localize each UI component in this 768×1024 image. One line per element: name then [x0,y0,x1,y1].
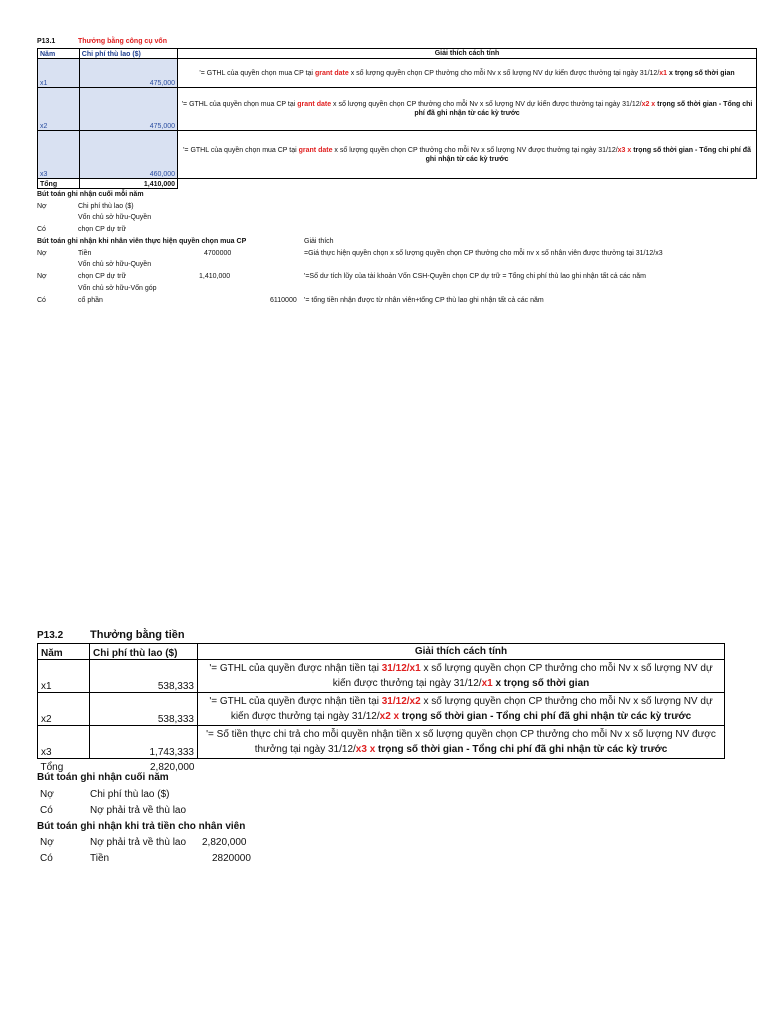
total-row [38,179,757,189]
year-cell: x2 [38,88,80,131]
total-value: 1,410,000 [79,179,177,189]
year-cell: x3 [38,131,80,179]
entry-note: '=Số dư tích lũy của tài khoản Vốn CSH-Quyền chọn CP dự trữ = Tổng chi phí thù lao ghi nhận tất cả các năm [304,273,646,280]
column-header-year: Năm [38,49,80,59]
entry-amount: 6110000 [270,297,297,304]
section-code: P13.1 [37,38,56,45]
entry-side: Có [37,226,46,233]
entry-amount: 2,820,000 [202,837,247,848]
table-header-row [38,644,725,660]
entry-account: Nợ phải trả về thù lao [90,805,187,816]
entry2-title: Bút toán ghi nhận khi trả tiền cho nhân viên [37,821,246,832]
compensation-table [37,48,757,189]
explanation-cell: '= GTHL của quyền được nhận tiền tại 31/12/x1 x số lượng quyền chọn CP thưởng cho mỗi Nv x số lượng NV dự kiến được thưởng tại ngày 31/12/x1 x trọng số thời gian [198,660,725,693]
section-title: Thưởng bằng công cụ vốn [78,38,167,45]
entry-account: Nợ phải trả về thù lao [90,837,187,848]
section-code: P13.2 [37,630,64,641]
entry-note: '= tổng tiền nhận được từ nhân viên+tổng CP thù lao ghi nhận tất cả các năm [304,297,544,304]
entry-side: Nợ [40,789,54,800]
explanation-cell: '= GTHL của quyền được nhận tiền tại 31/12/x2 x số lượng quyền chọn CP thưởng cho mỗi Nv x số lượng NV dự kiến được thưởng tại ngày 31/12/x2 x trọng số thời gian - Tổng chi phí đã ghi nhận từ các kỳ trước [198,693,725,726]
entry-account: chọn CP dự trữ [78,226,127,233]
entry-side: Có [40,805,53,816]
cost-cell: 460,000 [79,131,177,179]
year-cell: x3 [38,726,90,759]
entry-account: Chi phí thù lao ($) [90,789,170,800]
explanation-cell: '= GTHL của quyền chọn mua CP tại grant date x số lượng quyền chọn CP thưởng cho mỗi Nv x số lượng NV dự kiến được thưởng tại ngày 31/12/x1 x trọng số thời gian [178,59,757,88]
entry-account: Vốn chủ sở hữu-Quyền [78,214,152,221]
entry-amount: 4700000 [204,250,232,257]
cost-cell: 475,000 [79,88,177,131]
table-row [38,660,725,693]
table-row [38,693,725,726]
entry-account: Tiền [78,250,92,257]
table-row [38,726,725,759]
entry-account: Vốn chủ sở hữu-Vốn góp [78,285,157,292]
table-header-row [38,49,757,59]
section-p13-2 [0,620,768,870]
entry-side: Có [37,297,46,304]
entry-account: cổ phần [78,297,103,304]
cost-cell: 1,743,333 [90,726,198,759]
cost-cell: 538,333 [90,660,198,693]
column-header-year: Năm [38,644,90,660]
column-header-cost: Chi phí thù lao ($) [79,49,177,59]
compensation-table [37,643,725,773]
total-label: Tổng [38,179,80,189]
entry-account: chọn CP dự trữ [78,273,127,280]
entry-side: Nợ [37,203,47,210]
entry-note: =Giá thực hiện quyền chọn x số lượng quyền chọn CP thưởng cho mỗi nv x số nhân viên được thưởng tại 31/12/x3 [304,250,663,257]
section-p13-1 [0,0,768,320]
entry-amount: 2820000 [212,853,251,864]
explanation-cell: '= Số tiền thực chi trả cho mỗi quyền nhận tiền x số lượng quyền chọn CP thưởng cho mỗi Nv x số lượng NV được thưởng tại ngày 31/12/x3 x trọng số thời gian - Tổng chi phí đã ghi nhận từ các kỳ trước [198,726,725,759]
entry-side: Nợ [37,273,47,280]
cost-cell: 538,333 [90,693,198,726]
year-cell: x2 [38,693,90,726]
total-row [38,759,725,773]
year-cell: x1 [38,660,90,693]
table-row [38,59,757,88]
year-cell: x1 [38,59,80,88]
cost-cell: 475,000 [79,59,177,88]
column-header-cost: Chi phí thù lao ($) [90,644,198,660]
entry-amount: 1,410,000 [199,273,231,280]
explanation-cell: '= GTHL của quyền chọn mua CP tại grant date x số lượng quyền chọn CP thưởng cho mỗi Nv x số lượng NV được thưởng tại ngày 31/12/x3 x trọng số thời gian - Tổng chi phí đã ghi nhận từ các kỳ trước [178,131,757,179]
entry-side: Nợ [37,250,47,257]
entry-account: Chi phí thù lao ($) [78,203,134,210]
entry-account: Tiền [90,853,110,864]
table-row [38,88,757,131]
explanation-cell: '= GTHL của quyền chọn mua CP tại grant date x số lượng quyền chọn CP thưởng cho mỗi Nv x số lượng NV dự kiến được thưởng tại ngày 31/12/x2 x trọng số thời gian - Tổng chi phí đã ghi nhận từ các kỳ trước [178,88,757,131]
table-row [38,131,757,179]
entry2-explanation-header: Giải thích [304,238,334,245]
entry-side: Nợ [40,837,54,848]
column-header-explanation: Giải thích cách tính [198,644,725,660]
column-header-explanation: Giải thích cách tính [178,49,757,59]
section-title: Thưởng bằng tiền [90,629,185,641]
entry1-title: Bút toán ghi nhận cuối năm [37,772,169,783]
total-label: Tổng [40,761,64,773]
entry1-title: Bút toán ghi nhận cuối mỗi năm [37,191,144,198]
entry-account: Vốn chủ sở hữu-Quyền [78,261,152,268]
entry2-title: Bút toán ghi nhận khi nhân viên thực hiện quyền chọn mua CP [37,238,247,245]
entry-side: Có [40,853,53,864]
total-value: 2,820,000 [90,759,198,773]
